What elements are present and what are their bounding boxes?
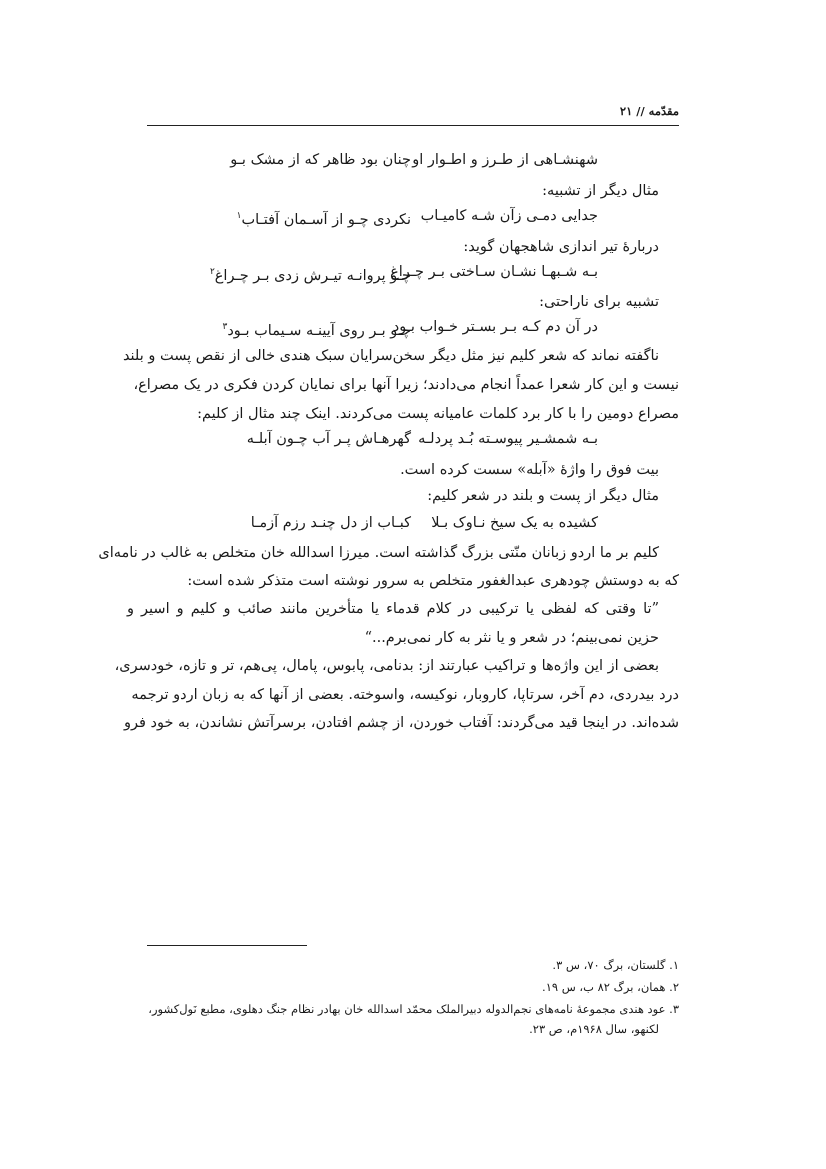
- verse-4-first-hemistich: در آن دم کـه بـر بسـتر خـواب بـود: [392, 319, 598, 335]
- footnote-ref-3: ۳: [222, 322, 228, 332]
- verse-5-first-hemistich: بـه شمشـیر پیوسـته بُـد پردلـه: [418, 431, 598, 447]
- paragraph-line: ناگفته نماند که شعر کلیم نیز مثل دیگر سخن‌سرایان سبک هندی خالی از نقص پست و بلند: [122, 348, 659, 364]
- verse-1-second-hemistich: چنان بود ظاهر که از مشک بـو: [230, 152, 411, 168]
- verse-6-second-hemistich: کبـاب از دل چنـد رزم آزمـا: [250, 515, 411, 531]
- text-line: مثال دیگر از تشبیه:: [542, 183, 659, 199]
- verse-2-first-hemistich: جدایی دمـی زآن شـه کامیـاب: [420, 208, 598, 224]
- page-header: مقدّمه // ۲۱: [619, 104, 679, 118]
- header-divider: [147, 125, 679, 126]
- paragraph-line: نیست و این کار شعرا عمداً انجام می‌دادند؛ زیرا آنها برای نمایان کردن فکری در یک مصراع،: [133, 377, 679, 393]
- footnote-ref-1: ۱: [236, 211, 242, 221]
- text-line: تشبیه برای ناراحتی:: [539, 294, 659, 310]
- verse-3-second-hemistich: [210, 261, 411, 287]
- paragraph-line: که به دوستش چودهری عبدالغفور متخلص به سرور نوشته است متذکر شده است:: [187, 573, 679, 589]
- paragraph-line: درد بیدردی، دم آخر، سرتاپا، کاروبار، نوکیسه، واسوخته. بعضی از آنها که به زبان اردو ترجمه: [131, 687, 679, 703]
- footnote-1: ۱. گلستان، برگ ۷۰، س ۳.: [552, 958, 679, 972]
- text-line: مثال دیگر از پست و بلند در شعر کلیم:: [427, 488, 659, 504]
- verse-4-second-hemistich: [222, 316, 411, 342]
- verse-4-text: چـو بـر روی آیینـه سـیماب بـود: [227, 322, 411, 339]
- quotation-line: حزین نمی‌بینم؛ در شعر و یا نثر به کار نمی‌برم...“: [364, 630, 659, 646]
- verse-3-text: چـو پروانـه تیـرش زدی بـر چـراغ: [214, 267, 411, 284]
- paragraph-line: مصراع دومین را با کار برد کلمات عامیانه پست می‌کردند. اینک چند مثال از کلیم:: [197, 406, 679, 422]
- verse-5-second-hemistich: گهرهـاش پـر آب چـون آبلـه: [246, 431, 411, 447]
- paragraph-line: بعضی از این واژه‌ها و تراکیب عبارتند از: بدنامی، پابوس، پامال، پی‌هم، تر و تازه، خودسری،: [114, 658, 659, 674]
- verse-2-second-hemistich: [237, 205, 411, 231]
- footnote-ref-2: ۲: [209, 267, 215, 277]
- paragraph-line: کلیم بر ما اردو زبانان منّتی بزرگ گذاشته است. میرزا اسدالله خان متخلص به غالب در نامه‌ای: [98, 545, 659, 561]
- text-line: دربارهٔ تیر اندازی شاهجهان گوید:: [463, 239, 659, 255]
- text-line: بیت فوق را واژهٔ «آبله» سست کرده است.: [400, 462, 659, 478]
- footnote-3: ۳. عود هندی مجموعهٔ نامه‌های نجم‌الدوله دبیرالملک محمّد اسدالله خان بهادر نظام جنگ دهلوی، مطبع نَول‌کشور،: [148, 1002, 679, 1016]
- verse-3-first-hemistich: بـه شـبهـا نشـان سـاختی بـر چـراغ: [390, 264, 598, 280]
- quotation-line: ”تا وقتی که لفظی یا ترکیبی در کلام قدماء یا متأخرین مانند صائب و کلیم و اسیر و: [127, 601, 659, 617]
- paragraph-line: شده‌اند. در اینجا قید می‌گردند: آفتاب خوردن، از چشم افتادن، برسرآتش نشاندن، به خود فرو: [123, 715, 679, 731]
- footnote-2: ۲. همان، برگ ۸۲ ب، س ۱۹.: [542, 980, 679, 994]
- verse-6-first-hemistich: کشیده به یک سیخ نـاوک بـلا: [431, 515, 598, 531]
- verse-1-first-hemistich: شهنشـاهی از طـرز و اطـوار او: [412, 152, 598, 168]
- footnote-3-continuation: لکنهو، سال ۱۹۶۸م، ص ۲۳.: [529, 1022, 659, 1036]
- verse-2-text: نکردی چـو از آسـمان آفتـاب: [241, 211, 411, 228]
- footnote-divider: [147, 945, 307, 946]
